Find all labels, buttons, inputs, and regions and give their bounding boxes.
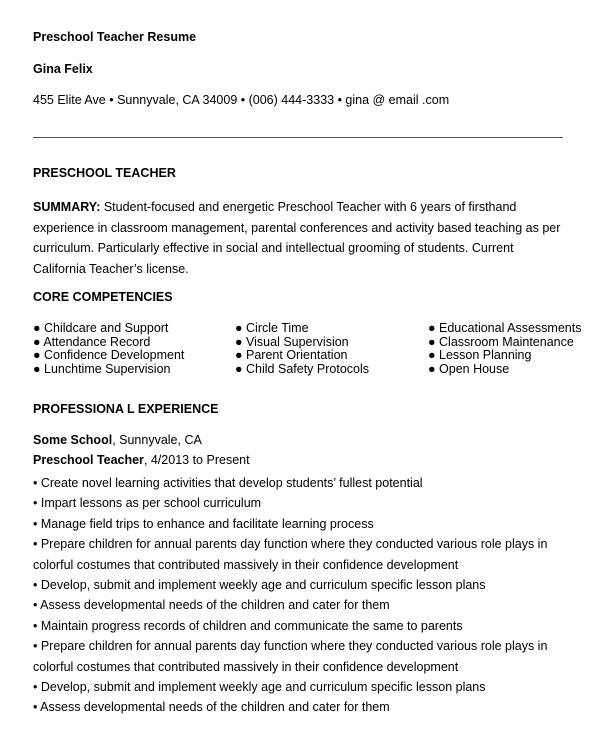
role-heading: PRESCHOOL TEACHER — [33, 166, 176, 180]
summary-text: Student-focused and energetic Preschool Teacher with 6 years of firsthand experience in classroom management, parental conferences and activity based teaching as per curriculum. Particularly effective in social and intellectual grooming of students. Current California Teacher’s license. — [33, 200, 561, 276]
competency-item: ● Childcare and Support — [33, 321, 169, 335]
job-title: Preschool Teacher — [33, 453, 144, 467]
competency-item: ● Child Safety Protocols — [235, 361, 369, 376]
duty-item: • Create novel learning activities that develop students’ fullest potential — [33, 476, 423, 490]
competency-item: ● Attendance Record — [33, 334, 151, 349]
competency-item: ● Visual Supervision — [235, 334, 349, 349]
job-dates: , 4/2013 to Present — [143, 453, 250, 467]
duty-item: • Prepare children for annual parents day function where they conducted various role plays in colorful costumes that contributed massively in their confidence development — [33, 639, 548, 674]
job-line — [33, 453, 250, 467]
duty-item: • Maintain progress records of children and communicate the same to parents — [33, 618, 463, 633]
competency-column-3 — [428, 322, 581, 376]
duty-item: • Impart lessons as per school curriculum — [33, 496, 262, 511]
summary-label: SUMMARY: — [33, 200, 101, 214]
competency-item: ● Lesson Planning — [428, 348, 532, 362]
competency-column-1 — [33, 322, 184, 376]
professional-experience-heading: PROFESSIONA L EXPERIENCE — [33, 402, 219, 416]
competency-item: ● Confidence Development — [33, 348, 185, 362]
duty-item: • Develop, submit and implement weekly age and curriculum specific lesson plans — [33, 578, 486, 593]
company-name: Some School — [33, 433, 113, 447]
horizontal-divider — [33, 137, 563, 138]
competency-item: ● Lunchtime Supervision — [33, 361, 171, 376]
competency-item: ● Educational Assessments — [428, 321, 582, 335]
duty-item: • Assess developmental needs of the children and cater for them — [33, 598, 390, 613]
employer-line — [33, 433, 202, 447]
competency-item: ● Open House — [428, 361, 510, 376]
duty-item: • Develop, submit and implement weekly age and curriculum specific lesson plans — [33, 680, 486, 695]
duties-list — [33, 473, 568, 718]
duty-item: • Assess developmental needs of the children and cater for them — [33, 700, 390, 715]
competency-column-2 — [235, 322, 369, 376]
duty-item: • Manage field trips to enhance and facilitate learning process — [33, 516, 374, 531]
competency-item: ● Parent Orientation — [235, 348, 348, 362]
candidate-name: Gina Felix — [33, 62, 93, 76]
company-location: , Sunnyvale, CA — [112, 433, 202, 447]
document-title: Preschool Teacher Resume — [33, 30, 197, 44]
core-competencies-heading: CORE COMPETENCIES — [33, 290, 173, 304]
summary-paragraph — [33, 197, 568, 279]
duty-item: • Prepare children for annual parents day function where they conducted various role plays in colorful costumes that contributed massively in their confidence development — [33, 537, 548, 572]
contact-line: 455 Elite Ave • Sunnyvale, CA 34009 • (006) 444-3333 • gina @ email .com — [33, 93, 450, 107]
competency-item: ● Classroom Maintenance — [428, 334, 574, 349]
competency-item: ● Circle Time — [235, 321, 309, 335]
